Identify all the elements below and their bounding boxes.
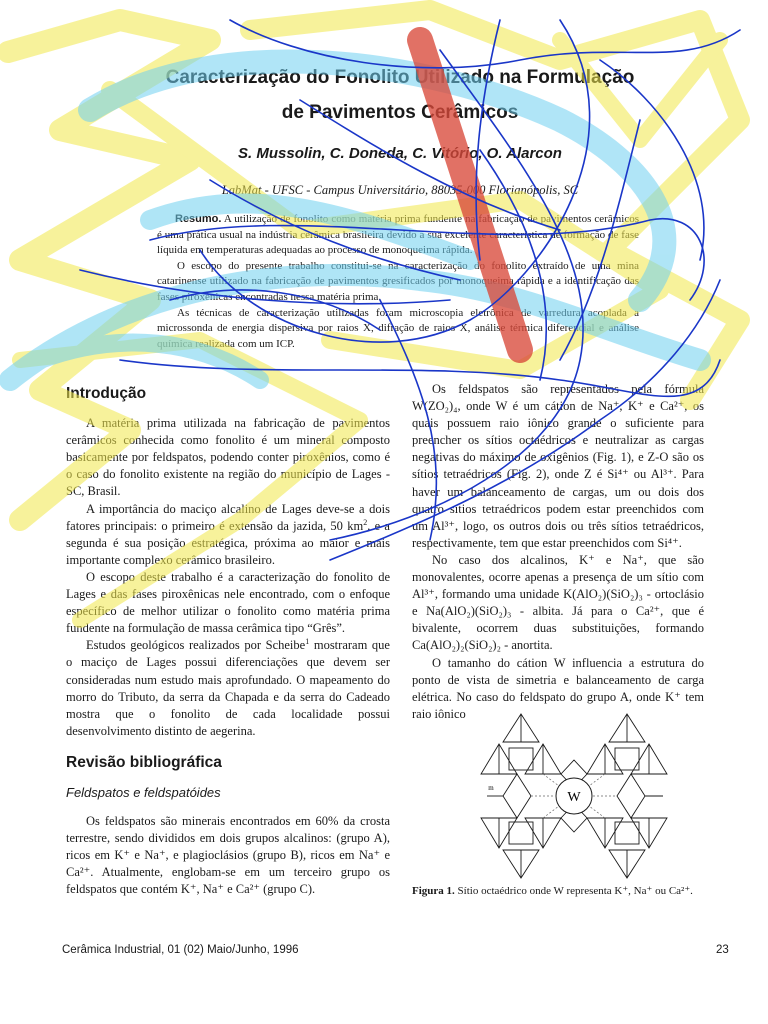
affiliation: LabMat - UFSC - Campus Universitário, 88035-000 Florianópolis, SC <box>221 183 579 197</box>
reference-marker: 1 <box>305 637 310 647</box>
right-column <box>412 381 704 723</box>
intro-paragraph-4-a: Estudos geológicos realizados por Scheibe <box>86 638 306 653</box>
right-paragraph-1: Os feldspatos são representados pela fórmula W(ZO₂)₄, onde W é um cátion de Na⁺, K⁺ e Ca²⁺, os quais possuem raio iônico grande o suficiente para preencher os sítios octaédricos e neutralizar as cargas negativas do máximo de oxigênios (Fig. 1), e Z-O são os sítios tetraédricos (Fig. 2), onde Z é Si⁴⁺ ou Al³⁺. Para haver um balanceamento de cargas, um ou dois dos quatro sítios tetraédricos podem estar preenchidos com um Al³⁺, logo, os outros dois ou três sítios tetraédricos, respectivamente, tem que estar preenchidos com Si⁴⁺. <box>412 382 704 550</box>
paper-title-line-1: Caracterização do Fonolito Utilizado na Formulação <box>165 67 635 88</box>
review-paragraph-1: Os feldspatos são minerais encontrados em 60% da crosta terrestre, sendo divididos em dois grupos alcalinos: (grupo A), ricos em K⁺ e Na⁺, e plagioclásios (grupo B), ricos em Na⁺ e Ca²⁺. Atualmente, englobam-se em um terceiro grupo os feldspatos que contém K⁺, Na⁺ e Ca²⁺ (grupo C). <box>66 814 390 897</box>
intro-paragraph-2 <box>66 501 390 569</box>
figure-octahedral-site <box>469 712 679 880</box>
figure-caption-label: Figura 1. <box>412 885 455 897</box>
abstract-label: Resumo. <box>175 213 222 225</box>
right-paragraph-2: No caso dos alcalinos, K⁺ e Na⁺, que são monovalentes, ocorre apenas a presença de um sítio com Al³⁺, formando uma unidade K(AlO₂)(SiO₂)₃ - ortoclásio e Na(AlO₂)(SiO₂)₃ - albita. Já para o Ca²⁺, que é bivalente, ocorrem duas substituições, formando Ca(AlO₂)₂(SiO₂)₂ - anortita. <box>412 552 704 653</box>
section-heading-revisao: Revisão bibliográfica <box>66 753 222 771</box>
right-paragraph-3: O tamanho do cátion W influencia a estrutura do ponto de vista de simetria e balanceamento de carga elétrica. No caso do feldspato do grupo A, onde K⁺ tem raio iônico <box>412 655 704 721</box>
paper-title-line-2: de Pavimentos Cerâmicos <box>281 102 519 123</box>
section-heading-introducao: Introdução <box>66 385 147 402</box>
abstract-paragraph-2: O escopo do presente trabalho constitui-se na caracterização do fonolito extraído de uma mina catarinense utilizado na fabricação de pavimentos gresificados por monoqueima rápida e a identificação das fases piroxênicas encontradas nessa matéria prima. <box>157 259 639 303</box>
intro-paragraph-2-a: A importância do maciço alcalino de Lages deve-se a dois fatores principais: o primeiro é extensão da jazida, 50 km <box>66 501 390 533</box>
abstract <box>157 212 639 352</box>
intro-paragraph-1: A matéria prima utilizada na fabricação de pavimentos cerâmicos conhecida como fonolito é um mineral composto basicamente por feldspatos, podendo conter piroxênios, como é o caso do fonolito existente na região do município de Lages - SC, Brasil. <box>66 416 390 499</box>
m-label: m <box>488 784 494 792</box>
journal-footer: Cerâmica Industrial, 01 (02) Maio/Junho, 1996 <box>62 944 299 956</box>
left-column <box>66 385 390 899</box>
abstract-paragraph-1 <box>157 212 639 259</box>
w-cation-label: W <box>567 790 581 805</box>
page-number: 23 <box>716 944 729 956</box>
intro-paragraph-3: O escopo deste trabalho é a caracterização do fonolito de Lages e das fases piroxênicas nele encontrado, com o enfoque específico de melhor utilizar o fonolito como matéria prima fundente na formulação de massa cerâmica tipo “Grês”. <box>66 569 390 636</box>
superscript: 2 <box>363 517 368 527</box>
abstract-text-1: A utilização de fonolito como matéria prima fundente na fabricação de pavimentos cerâmicos é uma prática usual na indústria cerâmica brasileira devido a sua excelente característica de formação de fase líquida em temperaturas adequadas ao processo de monoqueima rápida. <box>157 213 639 257</box>
abstract-paragraph-3: As técnicas de caracterização utilizadas foram microscopia eletrônica de varredura acoplada a microssonda de energia dispersiva por raios X, difração de raios X, análise térmica diferencial e análise química realizada com um ICP. <box>157 306 639 350</box>
subsection-heading-feldspatos: Feldspatos e feldspatóides <box>66 784 221 800</box>
figure-caption-text: Sítio octaédrico onde W representa K⁺, Na⁺ ou Ca²⁺. <box>457 885 693 897</box>
figure-caption <box>412 884 712 897</box>
author-list: S. Mussolin, C. Doneda, C. Vitório, O. Alarcon <box>238 145 562 162</box>
intro-paragraph-4 <box>66 637 390 740</box>
intro-paragraph-4-b: mostraram que o maciço de Lages possui diferenciações que devem ser consideradas num estudo mais aprofundado. O mapeamento do morro do Tributo, da serra da Chapada e da serra do Cadeado mostra que o fonolito de cada localidade possui desenvolvimento distinto de aegerina. <box>66 638 390 738</box>
intro-paragraph-2-b: , e a segunda é sua posição estratégica, próxima ao maior e mais importante complexo cerâmico brasileiro. <box>66 518 390 567</box>
